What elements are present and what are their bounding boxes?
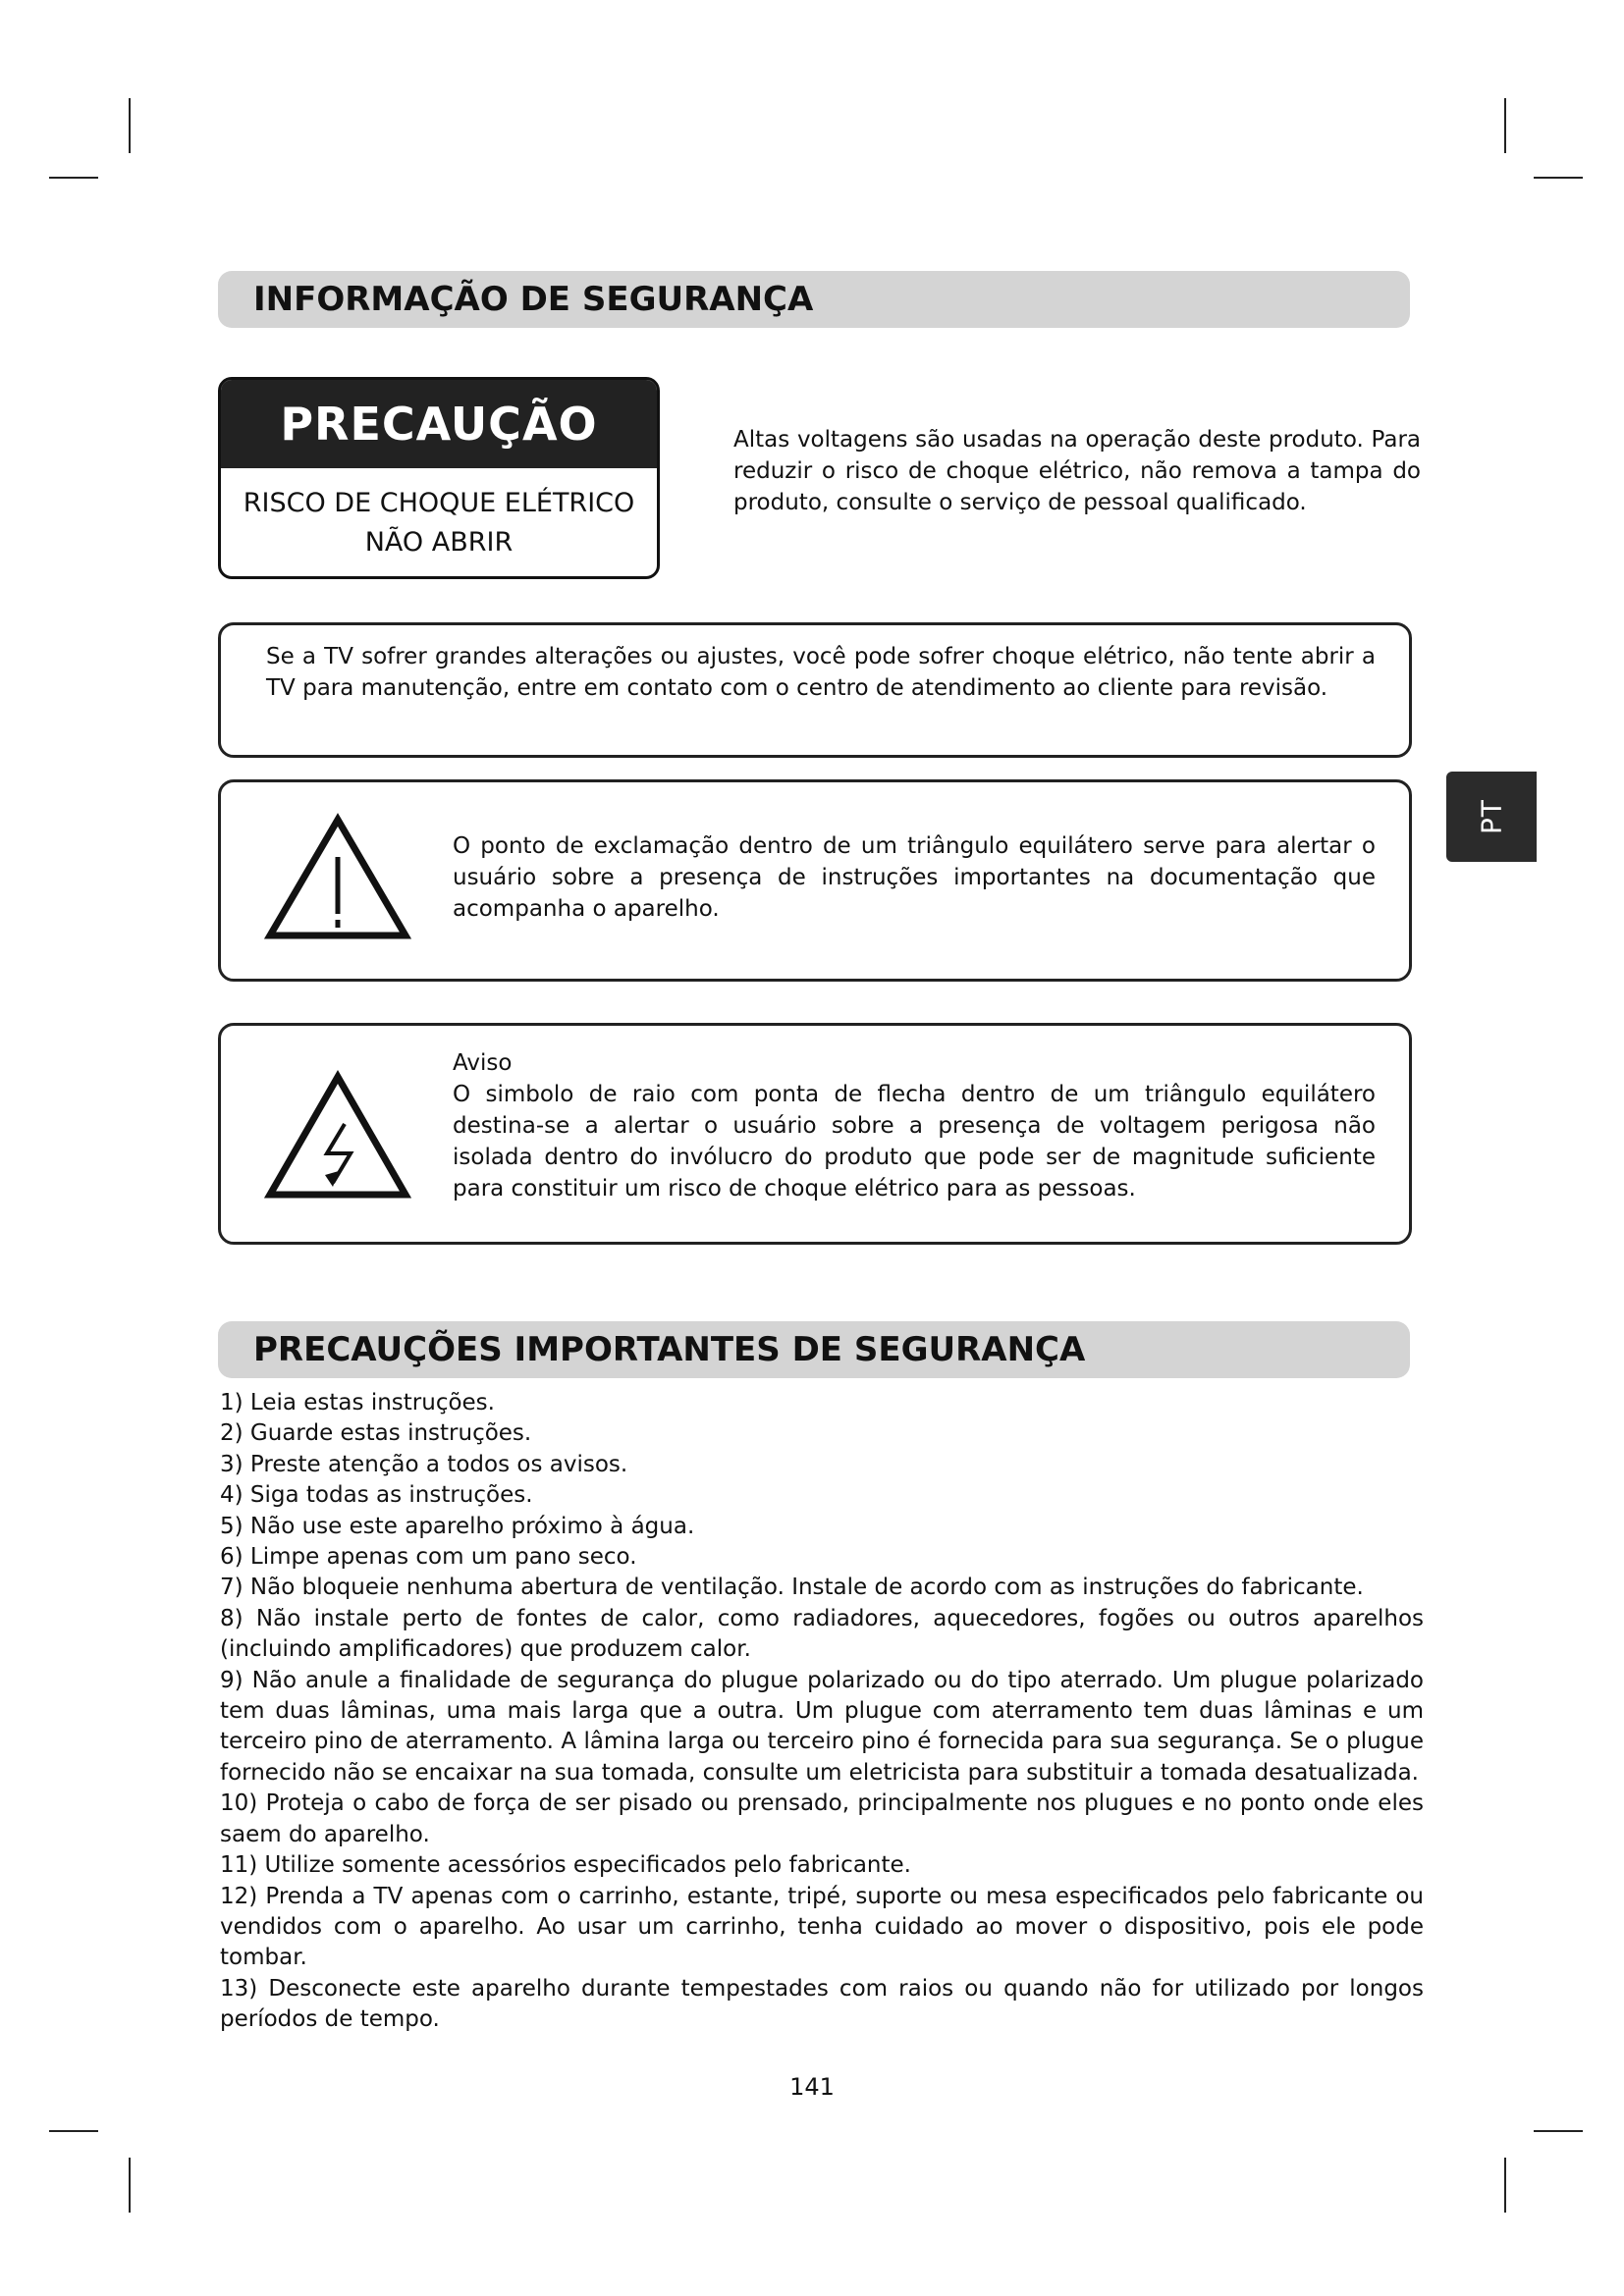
lightning-text-block (453, 1047, 1376, 1204)
language-tab (1446, 772, 1537, 862)
list-item: 10) Proteja o cabo de força de ser pisado ou prensado, principalmente nos plugues e no ponto onde eles saem do aparelho. (220, 1790, 1424, 1847)
exclamation-text (453, 830, 1376, 925)
caution-line-1: RISCO DE CHOQUE ELÉTRICO (243, 488, 635, 518)
list-item: 11) Utilize somente acessórios especificados pelo fabricante. (220, 1852, 911, 1879)
lightning-paragraph: O simbolo de raio com ponta de flecha dentro de um triângulo equilátero destina-se a alertar o usuário sobre a presença de voltagem perigosa não isolada dentro do invólucro do produto que pode ser de magnitude suficiente para constituir um risco de choque elétrico para as pessoas. (453, 1082, 1376, 1201)
list-item: 6) Limpe apenas com um pano seco. (220, 1544, 637, 1571)
crop-mark (1504, 98, 1506, 153)
list-item: 1) Leia estas instruções. (220, 1390, 495, 1415)
warning-exclamation-icon (264, 812, 411, 941)
crop-mark (1534, 2130, 1583, 2132)
section-title-important-precautions: PRECAUÇÕES IMPORTANTES DE SEGURANÇA (218, 1321, 1410, 1378)
caution-title: PRECAUÇÃO (221, 380, 657, 468)
crop-mark (1534, 177, 1583, 179)
list-item: 2) Guarde estas instruções. (220, 1420, 532, 1447)
list-item: 8) Não instale perto de fontes de calor, como radiadores, aquecedores, fogões ou outros aparelhos (incluindo amplificadores) que produzem calor. (220, 1605, 1424, 1663)
tv-notice-text (266, 641, 1376, 704)
caution-label-box (218, 377, 660, 579)
exclamation-notice-box (218, 779, 1412, 982)
crop-mark (129, 98, 131, 153)
tv-notice-box (218, 622, 1412, 758)
voltage-warning-text (733, 424, 1421, 518)
lightning-notice-box (218, 1023, 1412, 1245)
crop-mark (49, 2130, 98, 2132)
list-item: 5) Não use este aparelho próximo à água. (220, 1513, 695, 1539)
caution-subtitle (221, 468, 657, 562)
precautions-list (220, 1388, 1424, 2036)
caution-line-2: NÃO ABRIR (364, 527, 514, 558)
language-tab-label: PT (1475, 799, 1508, 834)
list-item: 9) Não anule a finalidade de segurança do plugue polarizado ou do tipo aterrado. Um plugue polarizado tem duas lâminas, uma mais larga que a outra. Um plugue com aterramento tem duas lâminas e um terceiro pino de aterramento. A lâmina larga ou terceiro pino é fornecida para sua segurança. Se o plugue fornecido não se encaixar na sua tomada, consulte um eletricista para substituir a tomada desatualizada. (220, 1667, 1424, 1786)
page-number: 141 (789, 2073, 835, 2101)
section-title-safety-info: INFORMAÇÃO DE SEGURANÇA (218, 271, 1410, 328)
list-item: 12) Prenda a TV apenas com o carrinho, estante, tripé, suporte ou mesa especificados pelo fabricante ou vendidos com o aparelho. Ao usar um carrinho, tenha cuidado ao mover o dispositivo, pois ele pode tombar. (220, 1883, 1424, 1971)
list-item: 13) Desconecte este aparelho durante tempestades com raios ou quando não for utilizado por longos períodos de tempo. (220, 1975, 1424, 2033)
lightning-heading: Aviso (453, 1050, 513, 1076)
list-item: 4) Siga todas as instruções. (220, 1482, 533, 1509)
tv-notice-paragraph: Se a TV sofrer grandes alterações ou ajustes, você pode sofrer choque elétrico, não tente abrir a TV para manutenção, entre em contato com o centro de atendimento ao cliente para revisão. (266, 644, 1376, 701)
list-item: 7) Não bloqueie nenhuma abertura de ventilação. Instale de acordo com as instruções do fabricante. (220, 1575, 1364, 1601)
crop-mark (129, 2158, 131, 2213)
lightning-warning-icon (264, 1069, 411, 1201)
exclamation-paragraph: O ponto de exclamação dentro de um triângulo equilátero serve para alertar o usuário sobre a presença de instruções importantes na documentação que acompanha o aparelho. (453, 833, 1376, 922)
voltage-warning-paragraph: Altas voltagens são usadas na operação deste produto. Para reduzir o risco de choque elétrico, não remova a tampa do produto, consulte o serviço de pessoal qualificado. (733, 427, 1421, 515)
list-item: 3) Preste atenção a todos os avisos. (220, 1451, 628, 1477)
crop-mark (1504, 2158, 1506, 2213)
crop-mark (49, 177, 98, 179)
